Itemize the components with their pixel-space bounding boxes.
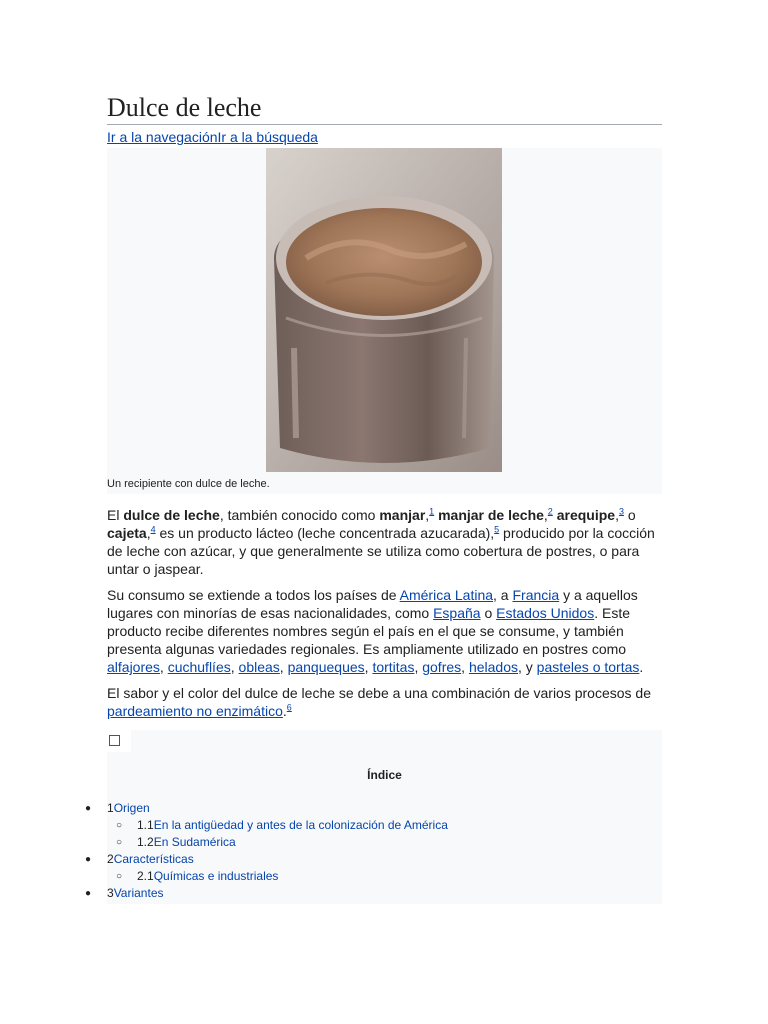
term-manjar-de-leche: manjar de leche: [438, 507, 544, 523]
circle-bullet-icon: ○: [116, 837, 123, 848]
figure: [107, 148, 662, 494]
page-title: Dulce de leche: [107, 92, 662, 125]
reference-5[interactable]: 5: [494, 524, 500, 535]
toc-number: 2.1: [137, 869, 154, 883]
toc-number: 1.2: [137, 835, 154, 849]
reference-3[interactable]: 3: [618, 506, 624, 517]
link-tortitas[interactable]: tortitas: [372, 659, 415, 675]
text: o: [480, 605, 497, 621]
link-gofres[interactable]: gofres: [422, 659, 462, 675]
term-cajeta: cajeta: [107, 525, 147, 541]
text: .: [639, 659, 644, 675]
bullet-icon: ●: [85, 888, 92, 899]
link-pasteles-o-tortas[interactable]: pasteles o tortas: [536, 659, 640, 675]
text: , también conocido como: [219, 507, 380, 523]
reference-1[interactable]: 1: [429, 506, 435, 517]
toc-toggle-checkbox[interactable]: [109, 735, 120, 746]
paragraph-consumo: Su consumo se extiende a todos los países de América Latina, a Francia y a aquellos lugares con minorías de esas nacionalidades, como España o Estados Unidos. Este producto recibe diferentes nombres según el país en el que se consume, y también presenta algunas variedades regionales. Es ampliamente utilizado en postres como alfajores, cuchuflíes, obleas, panqueques, tortitas, gofres, helados, y pasteles o tortas.: [107, 587, 644, 675]
text: El: [107, 507, 124, 523]
toc-number: 3: [107, 886, 114, 900]
toc-link-origen[interactable]: Origen: [113, 801, 150, 815]
jump-to-navigation-link[interactable]: Ir a la navegación: [107, 129, 218, 145]
toc-item[interactable]: [85, 800, 448, 817]
link-cuchuflies[interactable]: cuchuflíes: [167, 659, 231, 675]
toc-item[interactable]: [85, 885, 448, 902]
table-of-contents: [85, 730, 662, 904]
figure-caption: Un recipiente con dulce de leche.: [107, 478, 270, 490]
text: Su consumo se extiende a todos los países de: [107, 587, 400, 603]
toc-list: [85, 800, 448, 902]
article: [85, 92, 662, 904]
paragraph-sabor: [107, 684, 662, 720]
term-arequipe: arequipe: [556, 507, 616, 523]
toc-link-variantes[interactable]: Variantes: [113, 886, 164, 900]
term-dulce-de-leche: dulce de leche: [123, 507, 220, 523]
toc-number: 1: [107, 801, 114, 815]
paragraph-intro: El dulce de leche, también conocido como manjar,$^1$ manjar de leche,$^2$ arequipe,$^3$ o cajeta,$^4$ es un producto lácteo (leche concentrada azucarada),$^5$ producido por la cocción de leche con azúcar, y que generalmente se utiliza como cobertura de postres, o para untar o jaspear.: [107, 506, 655, 577]
link-panqueques[interactable]: panqueques: [287, 659, 365, 675]
text: y a aquellos lugares con minorías de esas nacionalidades, como: [107, 587, 638, 621]
toc-number: 1.1: [137, 818, 154, 832]
link-pardeamiento-no-enzimatico[interactable]: pardeamiento no enzimático: [107, 703, 283, 719]
link-francia[interactable]: Francia: [512, 587, 560, 603]
jump-links: [107, 129, 662, 146]
toc-link-quimicas[interactable]: Químicas e industriales: [153, 869, 279, 883]
toc-link-sudamerica[interactable]: En Sudamérica: [153, 835, 236, 849]
link-espana[interactable]: España: [433, 605, 481, 621]
jar-illustration: [266, 148, 502, 472]
reference-6[interactable]: 6: [286, 702, 292, 713]
toc-link-caracteristicas[interactable]: Características: [113, 852, 194, 866]
dulce-de-leche-jar-image[interactable]: [266, 148, 502, 472]
link-america-latina[interactable]: América Latina: [399, 587, 494, 603]
circle-bullet-icon: ○: [116, 820, 123, 831]
toc-item[interactable]: [85, 834, 448, 851]
link-helados[interactable]: helados: [468, 659, 518, 675]
bullet-icon: ●: [85, 803, 92, 814]
reference-4[interactable]: 4: [150, 524, 156, 535]
link-alfajores[interactable]: alfajores: [107, 659, 160, 675]
text: es un producto lácteo (leche concentrada azucarada),: [155, 525, 495, 541]
text: . Este producto recibe diferentes nombres según el país en el que se consume, y también presenta algunas variedades regionales. Es ampliamente utilizado en postres como: [107, 605, 630, 657]
jump-to-search-link[interactable]: Ir a la búsqueda: [217, 129, 318, 145]
term-manjar: manjar: [379, 507, 426, 523]
toc-title: Índice: [367, 768, 402, 782]
text: producido por la cocción de leche con azúcar, y que generalmente se utiliza como cobertura de postres, o para untar o jaspear.: [107, 525, 655, 577]
text: .: [282, 703, 287, 719]
toc-item[interactable]: [85, 817, 448, 834]
toc-item[interactable]: [85, 868, 448, 885]
text: , y: [517, 659, 537, 675]
toc-number: 2: [107, 852, 114, 866]
text: o: [623, 507, 636, 523]
toc-link-antiguedad[interactable]: En la antigüedad y antes de la colonización de América: [153, 818, 448, 832]
bullet-icon: ●: [85, 854, 92, 865]
reference-2[interactable]: 2: [547, 506, 553, 517]
text: El sabor y el color del dulce de leche se debe a una combinación de varios procesos de: [107, 685, 651, 701]
link-obleas[interactable]: obleas: [238, 659, 280, 675]
toc-item[interactable]: [85, 851, 448, 868]
text: , a: [493, 587, 513, 603]
circle-bullet-icon: ○: [116, 871, 123, 882]
link-estados-unidos[interactable]: Estados Unidos: [496, 605, 595, 621]
